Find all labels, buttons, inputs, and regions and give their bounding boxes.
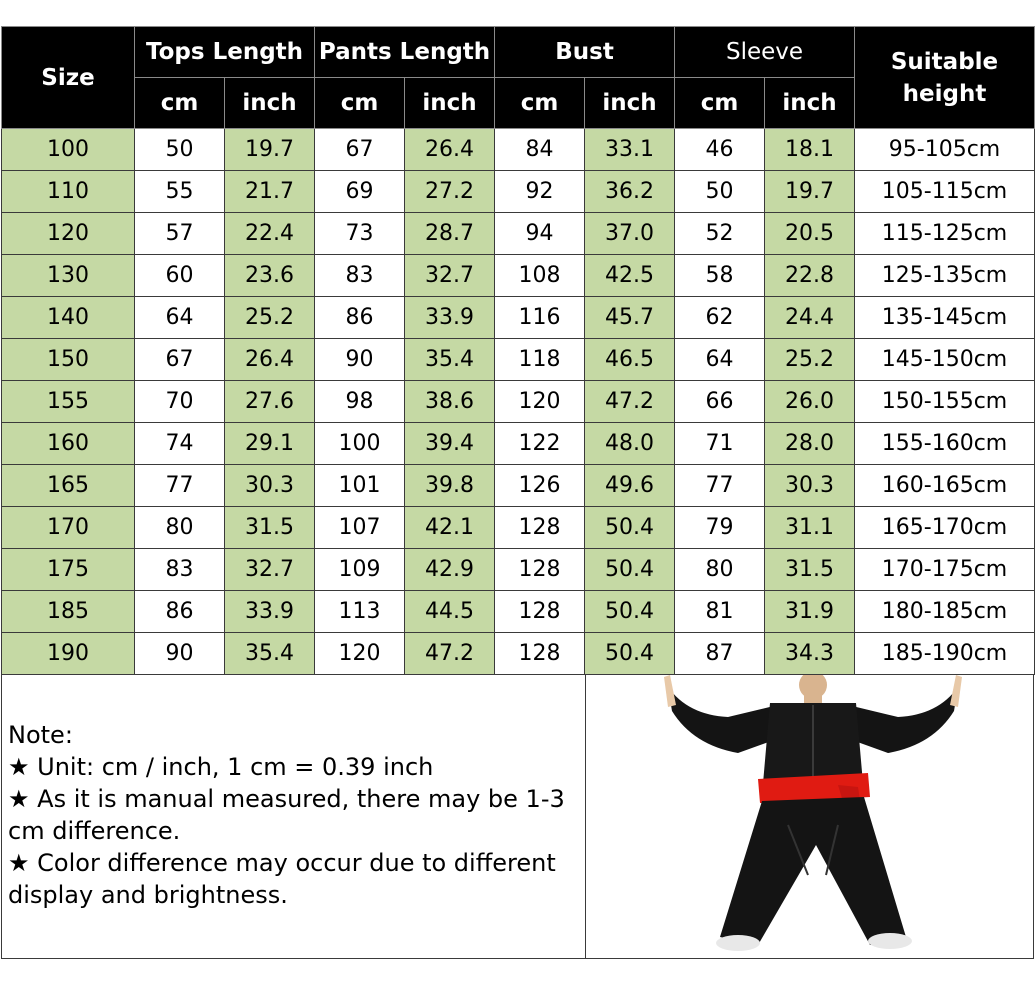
- measure-cell: 101: [315, 465, 405, 507]
- measure-cell: 80: [135, 507, 225, 549]
- measure-cell: 26.4: [225, 339, 315, 381]
- measure-cell: 90: [135, 633, 225, 675]
- measure-cell: 33.9: [225, 591, 315, 633]
- table-row: [2, 129, 1035, 171]
- height-cell: 185-190cm: [855, 633, 1035, 675]
- measure-cell: 128: [495, 549, 585, 591]
- measure-cell: 46.5: [585, 339, 675, 381]
- measure-cell: 58: [675, 255, 765, 297]
- size-cell: 100: [2, 129, 135, 171]
- measure-cell: 122: [495, 423, 585, 465]
- height-cell: 165-170cm: [855, 507, 1035, 549]
- measure-cell: 50.4: [585, 507, 675, 549]
- measure-cell: 44.5: [405, 591, 495, 633]
- measure-cell: 30.3: [765, 465, 855, 507]
- table-row: [2, 591, 1035, 633]
- measure-cell: 90: [315, 339, 405, 381]
- measure-cell: 50: [675, 171, 765, 213]
- measure-cell: 80: [675, 549, 765, 591]
- measure-cell: 55: [135, 171, 225, 213]
- height-cell: 115-125cm: [855, 213, 1035, 255]
- measure-cell: 128: [495, 591, 585, 633]
- measure-cell: 22.8: [765, 255, 855, 297]
- measure-cell: 22.4: [225, 213, 315, 255]
- note-line-measurement: ★ As it is manual measured, there may be 1-3 cm difference.: [8, 785, 565, 845]
- measure-cell: 35.4: [405, 339, 495, 381]
- header-pants-length: Pants Length: [315, 27, 495, 78]
- note-line-unit: ★ Unit: cm / inch, 1 cm = 0.39 inch: [8, 753, 434, 781]
- table-row: [2, 297, 1035, 339]
- header-unit-cm: cm: [315, 78, 405, 129]
- measure-cell: 86: [315, 297, 405, 339]
- table-row: [2, 381, 1035, 423]
- measure-cell: 67: [315, 129, 405, 171]
- table-row: [2, 339, 1035, 381]
- height-cell: 95-105cm: [855, 129, 1035, 171]
- table-row: [2, 213, 1035, 255]
- height-cell: 180-185cm: [855, 591, 1035, 633]
- measure-cell: 83: [315, 255, 405, 297]
- measure-cell: 32.7: [405, 255, 495, 297]
- header-unit-inch: inch: [765, 78, 855, 129]
- measure-cell: 113: [315, 591, 405, 633]
- measure-cell: 24.4: [765, 297, 855, 339]
- height-cell: 145-150cm: [855, 339, 1035, 381]
- right-hand: [950, 675, 962, 707]
- measure-cell: 116: [495, 297, 585, 339]
- measure-cell: 64: [675, 339, 765, 381]
- note-line-color: ★ Color difference may occur due to different display and brightness.: [8, 849, 556, 909]
- measure-cell: 128: [495, 507, 585, 549]
- table-row: [2, 423, 1035, 465]
- measure-cell: 25.2: [225, 297, 315, 339]
- note-text: [8, 719, 578, 911]
- measure-cell: 79: [675, 507, 765, 549]
- header-row-groups: [2, 27, 1035, 78]
- height-cell: 160-165cm: [855, 465, 1035, 507]
- measure-cell: 98: [315, 381, 405, 423]
- measure-cell: 77: [675, 465, 765, 507]
- measure-cell: 31.5: [225, 507, 315, 549]
- header-size: Size: [2, 27, 135, 129]
- size-cell: 170: [2, 507, 135, 549]
- measure-cell: 23.6: [225, 255, 315, 297]
- table-row: [2, 465, 1035, 507]
- header-tops-length: Tops Length: [135, 27, 315, 78]
- measure-cell: 31.5: [765, 549, 855, 591]
- measure-cell: 47.2: [585, 381, 675, 423]
- measure-cell: 57: [135, 213, 225, 255]
- measure-cell: 109: [315, 549, 405, 591]
- table-header: [2, 27, 1035, 129]
- measure-cell: 27.6: [225, 381, 315, 423]
- measure-cell: 26.0: [765, 381, 855, 423]
- measure-cell: 50.4: [585, 549, 675, 591]
- table-body: [2, 129, 1035, 675]
- pants: [720, 797, 906, 945]
- size-cell: 175: [2, 549, 135, 591]
- table-row: [2, 171, 1035, 213]
- measure-cell: 84: [495, 129, 585, 171]
- header-unit-cm: cm: [675, 78, 765, 129]
- size-cell: 155: [2, 381, 135, 423]
- measure-cell: 42.1: [405, 507, 495, 549]
- measure-cell: 71: [675, 423, 765, 465]
- measure-cell: 64: [135, 297, 225, 339]
- left-hand: [664, 675, 676, 707]
- measure-cell: 50.4: [585, 591, 675, 633]
- measure-cell: 74: [135, 423, 225, 465]
- measure-cell: 28.0: [765, 423, 855, 465]
- measure-cell: 92: [495, 171, 585, 213]
- measure-cell: 77: [135, 465, 225, 507]
- panel-divider: [585, 675, 586, 958]
- measure-cell: 66: [675, 381, 765, 423]
- measure-cell: 60: [135, 255, 225, 297]
- measure-cell: 42.5: [585, 255, 675, 297]
- measure-cell: 19.7: [765, 171, 855, 213]
- header-unit-cm: cm: [135, 78, 225, 129]
- size-cell: 150: [2, 339, 135, 381]
- height-cell: 125-135cm: [855, 255, 1035, 297]
- measure-cell: 25.2: [765, 339, 855, 381]
- left-shoe: [716, 935, 760, 951]
- size-cell: 185: [2, 591, 135, 633]
- size-cell: 165: [2, 465, 135, 507]
- measure-cell: 62: [675, 297, 765, 339]
- measure-cell: 50: [135, 129, 225, 171]
- measure-cell: 18.1: [765, 129, 855, 171]
- measure-cell: 107: [315, 507, 405, 549]
- measure-cell: 28.7: [405, 213, 495, 255]
- header-sleeve: Sleeve: [675, 27, 855, 78]
- table-row: [2, 549, 1035, 591]
- size-cell: 160: [2, 423, 135, 465]
- measure-cell: 29.1: [225, 423, 315, 465]
- measure-cell: 70: [135, 381, 225, 423]
- measure-cell: 21.7: [225, 171, 315, 213]
- measure-cell: 118: [495, 339, 585, 381]
- measure-cell: 128: [495, 633, 585, 675]
- kung-fu-uniform-model-icon: [658, 675, 968, 958]
- measure-cell: 20.5: [765, 213, 855, 255]
- size-cell: 120: [2, 213, 135, 255]
- height-cell: 170-175cm: [855, 549, 1035, 591]
- header-unit-cm: cm: [495, 78, 585, 129]
- right-shoe: [868, 933, 912, 949]
- table-row: [2, 507, 1035, 549]
- measure-cell: 35.4: [225, 633, 315, 675]
- measure-cell: 52: [675, 213, 765, 255]
- measure-cell: 48.0: [585, 423, 675, 465]
- header-bust: Bust: [495, 27, 675, 78]
- measure-cell: 45.7: [585, 297, 675, 339]
- measure-cell: 120: [315, 633, 405, 675]
- size-chart-table: [1, 26, 1035, 675]
- height-cell: 135-145cm: [855, 297, 1035, 339]
- header-suitable-height-label: Suitable height: [890, 48, 999, 107]
- measure-cell: 27.2: [405, 171, 495, 213]
- measure-cell: 73: [315, 213, 405, 255]
- measure-cell: 46: [675, 129, 765, 171]
- size-cell: 130: [2, 255, 135, 297]
- measure-cell: 31.9: [765, 591, 855, 633]
- measure-cell: 33.1: [585, 129, 675, 171]
- measure-cell: 32.7: [225, 549, 315, 591]
- measure-cell: 126: [495, 465, 585, 507]
- size-cell: 190: [2, 633, 135, 675]
- header-unit-inch: inch: [225, 78, 315, 129]
- header-unit-inch: inch: [585, 78, 675, 129]
- header-suitable-height: [855, 27, 1035, 129]
- measure-cell: 120: [495, 381, 585, 423]
- measure-cell: 31.1: [765, 507, 855, 549]
- table-row: [2, 255, 1035, 297]
- header-unit-inch: inch: [405, 78, 495, 129]
- measure-cell: 36.2: [585, 171, 675, 213]
- measure-cell: 49.6: [585, 465, 675, 507]
- measure-cell: 47.2: [405, 633, 495, 675]
- height-cell: 150-155cm: [855, 381, 1035, 423]
- measure-cell: 19.7: [225, 129, 315, 171]
- size-cell: 140: [2, 297, 135, 339]
- height-cell: 155-160cm: [855, 423, 1035, 465]
- measure-cell: 30.3: [225, 465, 315, 507]
- measure-cell: 39.4: [405, 423, 495, 465]
- measure-cell: 87: [675, 633, 765, 675]
- height-cell: 105-115cm: [855, 171, 1035, 213]
- measure-cell: 94: [495, 213, 585, 255]
- measure-cell: 38.6: [405, 381, 495, 423]
- measure-cell: 34.3: [765, 633, 855, 675]
- measure-cell: 50.4: [585, 633, 675, 675]
- measure-cell: 108: [495, 255, 585, 297]
- measure-cell: 86: [135, 591, 225, 633]
- table-row: [2, 633, 1035, 675]
- measure-cell: 42.9: [405, 549, 495, 591]
- measure-cell: 26.4: [405, 129, 495, 171]
- size-cell: 110: [2, 171, 135, 213]
- measure-cell: 39.8: [405, 465, 495, 507]
- measure-cell: 67: [135, 339, 225, 381]
- note-panel: [1, 674, 1034, 959]
- measure-cell: 81: [675, 591, 765, 633]
- measure-cell: 33.9: [405, 297, 495, 339]
- measure-cell: 69: [315, 171, 405, 213]
- measure-cell: 83: [135, 549, 225, 591]
- measure-cell: 100: [315, 423, 405, 465]
- measure-cell: 37.0: [585, 213, 675, 255]
- note-title: Note:: [8, 721, 73, 749]
